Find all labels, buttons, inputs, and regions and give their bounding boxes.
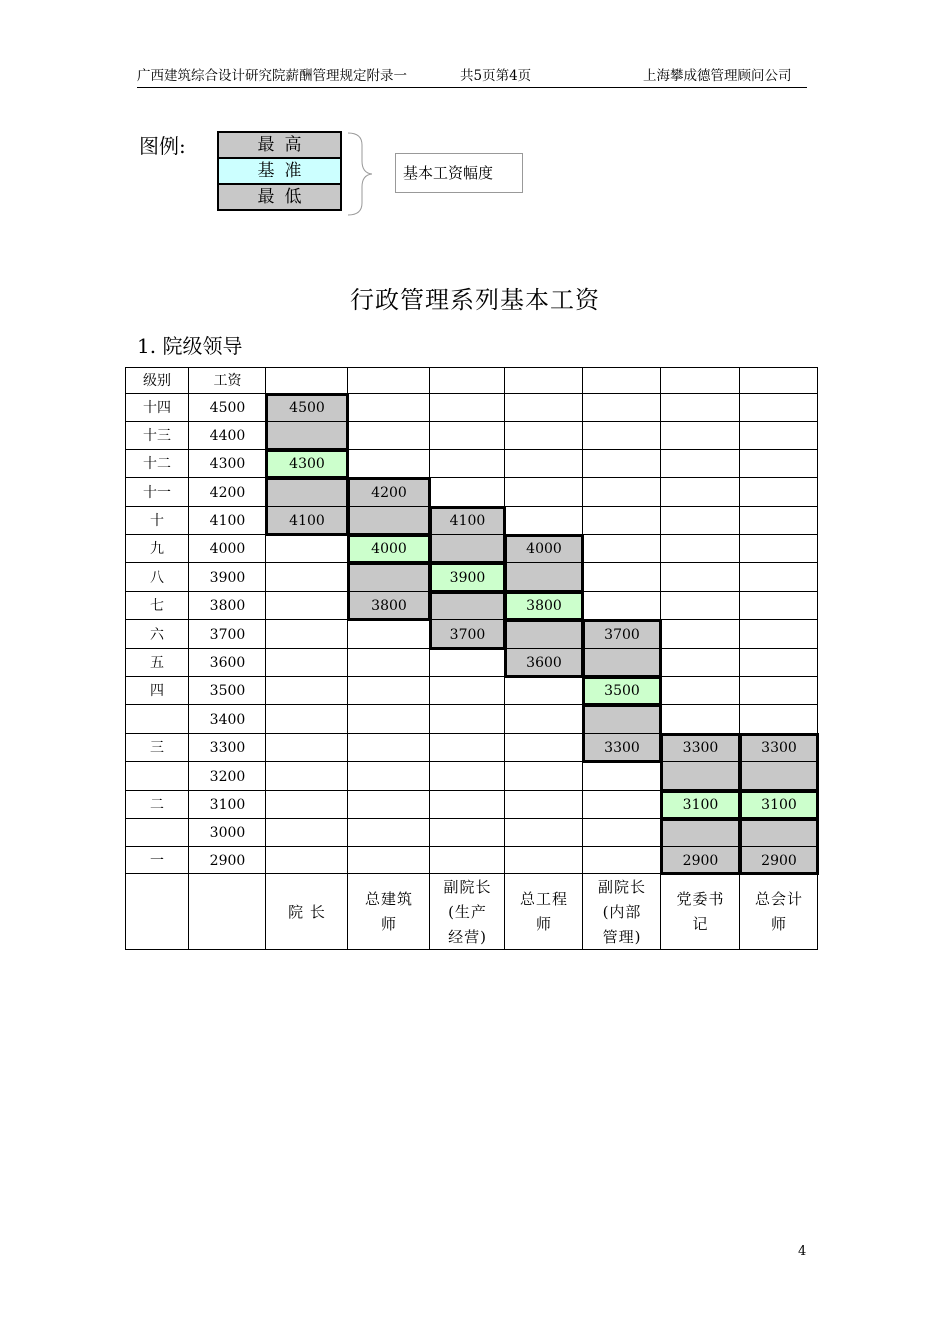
header-left: 广西建筑综合设计研究院薪酬管理规定附录一	[137, 68, 407, 84]
level-cell: 十三	[143, 428, 171, 444]
level-cell: 七	[150, 598, 164, 614]
table-cell	[430, 791, 505, 819]
table-cell	[430, 649, 505, 677]
table-cell	[266, 819, 348, 847]
level-cell: 五	[150, 655, 164, 671]
table-cell	[266, 649, 348, 677]
table-cell	[740, 563, 818, 592]
table-cell	[505, 450, 583, 478]
position-name-label: 党委书记	[676, 890, 725, 933]
salary-cell: 3300	[209, 740, 246, 756]
max-value: 3300	[761, 740, 797, 756]
table-cell	[348, 450, 430, 478]
section-heading: 1. 院级领导	[137, 334, 243, 358]
table-cell	[505, 507, 583, 535]
table-cell	[740, 705, 818, 734]
position-name	[752, 874, 806, 950]
position-name-label: 副院长(内部管理)	[597, 877, 646, 946]
table-cell	[740, 422, 818, 450]
table-cell	[348, 677, 430, 705]
table-cell	[505, 478, 583, 507]
table-cell	[740, 367, 818, 394]
table-cell	[583, 478, 661, 507]
table-cell	[430, 847, 505, 874]
base-value: 3100	[761, 797, 797, 813]
table-cell	[266, 535, 348, 563]
table-cell	[583, 847, 661, 874]
table-cell	[430, 819, 505, 847]
table-cell	[583, 394, 661, 422]
salary-cell: 3000	[209, 825, 246, 841]
table-cell	[661, 507, 740, 535]
table-cell	[348, 367, 430, 394]
level-cell: 二	[150, 797, 164, 813]
min-value: 3300	[604, 740, 640, 756]
table-cell	[430, 705, 505, 734]
table-cell	[661, 563, 740, 592]
min-value: 2900	[761, 852, 797, 869]
table-cell	[505, 394, 583, 422]
max-value: 4100	[449, 513, 486, 529]
table-cell	[505, 791, 583, 819]
table-cell	[740, 592, 818, 620]
position-name	[595, 874, 649, 950]
base-value: 4300	[289, 456, 325, 472]
level-cell: 三	[150, 740, 164, 756]
legend-max: 最高	[219, 133, 340, 157]
table-cell	[505, 819, 583, 847]
table-cell	[661, 620, 740, 649]
table-cell	[661, 394, 740, 422]
table-cell	[266, 847, 348, 874]
table-cell	[430, 677, 505, 705]
table-cell	[348, 422, 430, 450]
salary-cell: 3700	[209, 626, 246, 643]
base-value: 3100	[682, 797, 719, 813]
max-value: 3300	[682, 740, 719, 756]
table-cell	[430, 734, 505, 762]
table-cell	[661, 367, 740, 394]
table-cell	[740, 649, 818, 677]
min-value: 3600	[526, 655, 562, 671]
min-value: 4100	[289, 513, 325, 529]
table-cell	[348, 705, 430, 734]
level-cell: 八	[150, 569, 164, 586]
salary-cell: 4100	[209, 513, 246, 529]
level-cell: 一	[150, 852, 164, 869]
page-number: 4	[798, 1244, 807, 1259]
table-cell	[125, 819, 189, 847]
table-cell	[661, 677, 740, 705]
table-cell	[505, 734, 583, 762]
table-cell	[661, 705, 740, 734]
position-name	[442, 874, 493, 950]
position-name	[278, 874, 336, 950]
table-cell	[266, 620, 348, 649]
table-cell	[583, 535, 661, 563]
table-cell	[583, 367, 661, 394]
salary-cell: 3100	[209, 797, 246, 813]
table-cell	[266, 762, 348, 791]
header-salary: 工资	[213, 372, 242, 389]
position-name	[517, 874, 571, 950]
legend-title: 图例:	[139, 134, 186, 158]
table-cell	[505, 422, 583, 450]
table-cell	[266, 367, 348, 394]
table-cell	[430, 367, 505, 394]
page-title: 行政管理系列基本工资	[350, 286, 600, 314]
max-value: 4500	[289, 400, 325, 416]
table-cell	[266, 592, 348, 620]
table-cell	[740, 478, 818, 507]
table-cell	[661, 450, 740, 478]
table-cell	[266, 734, 348, 762]
header-page-info: 共5页第4页	[460, 68, 532, 84]
position-name-label: 院 长	[288, 902, 326, 921]
table-cell	[430, 394, 505, 422]
table-cell	[661, 535, 740, 563]
table-cell	[505, 705, 583, 734]
position-name-label: 总工程师	[519, 890, 568, 933]
table-cell	[505, 677, 583, 705]
table-cell	[266, 677, 348, 705]
table-cell	[266, 563, 348, 592]
table-cell	[125, 705, 189, 734]
table-cell	[430, 762, 505, 791]
table-cell	[189, 874, 266, 950]
table-cell	[740, 450, 818, 478]
salary-cell: 3200	[209, 768, 246, 785]
legend-min: 最低	[219, 183, 340, 209]
level-cell: 十	[150, 513, 164, 529]
table-cell	[583, 450, 661, 478]
salary-cell: 3900	[209, 569, 246, 586]
min-value: 3800	[371, 598, 407, 614]
table-cell	[348, 734, 430, 762]
table-cell	[125, 874, 189, 950]
level-cell: 九	[150, 541, 164, 557]
position-name-label: 总会计师	[754, 890, 803, 933]
position-name	[673, 874, 728, 950]
table-cell	[740, 507, 818, 535]
min-value: 2900	[682, 852, 719, 869]
table-cell	[348, 819, 430, 847]
salary-cell: 2900	[209, 852, 246, 869]
table-cell	[661, 592, 740, 620]
table-cell	[348, 791, 430, 819]
base-value: 3800	[526, 598, 562, 614]
legend-base: 基准	[219, 157, 340, 183]
table-cell	[348, 620, 430, 649]
position-name-label: 副院长(生产经营)	[443, 877, 492, 946]
level-cell: 十一	[143, 484, 171, 501]
table-cell	[266, 791, 348, 819]
table-cell	[348, 762, 430, 791]
max-value: 3700	[604, 626, 640, 643]
position-name-label: 总建筑师	[364, 890, 413, 933]
table-cell	[583, 819, 661, 847]
table-cell	[583, 563, 661, 592]
salary-cell: 3400	[209, 711, 246, 728]
table-cell	[583, 422, 661, 450]
table-cell	[583, 762, 661, 791]
table-cell	[661, 478, 740, 507]
table-cell	[740, 620, 818, 649]
table-cell	[430, 450, 505, 478]
legend-description: 基本工资幅度	[395, 153, 523, 193]
salary-cell: 4000	[209, 541, 246, 557]
table-cell	[740, 535, 818, 563]
table-cell	[125, 762, 189, 791]
table-cell	[430, 478, 505, 507]
header-level: 级别	[143, 372, 171, 389]
table-cell	[348, 649, 430, 677]
table-cell	[661, 649, 740, 677]
table-cell	[740, 677, 818, 705]
table-cell	[505, 367, 583, 394]
table-cell	[583, 592, 661, 620]
table-cell	[740, 394, 818, 422]
table-cell	[505, 762, 583, 791]
level-cell: 十四	[143, 400, 171, 416]
table-cell	[348, 394, 430, 422]
salary-cell: 3500	[209, 683, 246, 699]
base-value: 4000	[371, 541, 407, 557]
level-cell: 四	[150, 683, 164, 699]
max-value: 4200	[371, 484, 407, 501]
header-right: 上海攀成德管理顾问公司	[643, 68, 792, 84]
salary-cell: 4400	[209, 428, 246, 444]
table-cell	[505, 847, 583, 874]
base-value: 3900	[449, 569, 486, 586]
table-cell	[583, 507, 661, 535]
table-cell	[583, 791, 661, 819]
table-cell	[430, 422, 505, 450]
salary-cell: 3600	[209, 655, 246, 671]
table-cell	[661, 422, 740, 450]
min-value: 3700	[449, 626, 486, 643]
salary-cell: 4300	[209, 456, 246, 472]
table-cell	[266, 705, 348, 734]
position-name	[360, 874, 418, 950]
salary-cell: 4500	[209, 400, 246, 416]
salary-cell: 3800	[209, 598, 246, 614]
salary-cell: 4200	[209, 484, 246, 501]
max-value: 4000	[526, 541, 562, 557]
level-cell: 六	[150, 626, 164, 643]
level-cell: 十二	[143, 456, 171, 472]
table-cell	[348, 847, 430, 874]
base-value: 3500	[604, 683, 640, 699]
